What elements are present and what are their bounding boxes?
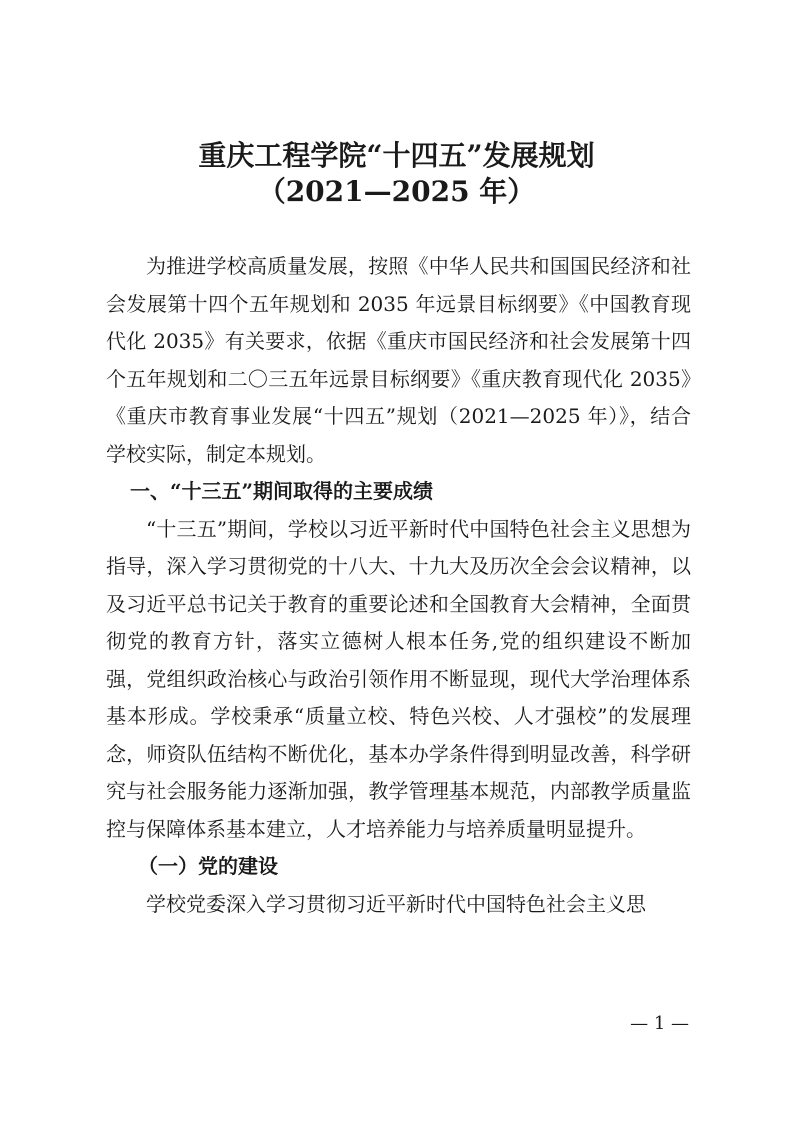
section-paragraph: “十三五”期间，学校以习近平新时代中国特色社会主义思想为指导，深入学习贯彻党的十八大、十九大及历次全会会议精神，以及习近平总书记关于教育的重要论述和全国教育大会精神，全面贯彻党的教育方针，落实立德树人根本任务,党的组织建设不断加强，党组织政治核心与政治引领作用不断显现，现代大学治理体系基本形成。学校秉承“质量立校、特色兴校、人才强校”的发展理念，师资队伍结构不断优化，基本办学条件得到明显改善，科学研究与社会服务能力逐渐加强，教学管理基本规范，内部教学质量监控与保障体系基本建立，人才培养能力与培养质量明显提升。 <box>106 516 691 841</box>
subsection-heading: （一）党的建设 <box>138 854 278 878</box>
document-subtitle: （2021—2025 年） <box>257 175 536 208</box>
document-title: 重庆工程学院“十四五”发展规划 <box>198 139 595 172</box>
intro-paragraph: 为推进学校高质量发展，按照《中华人民共和国国民经济和社会发展第十四个五年规划和 2035 年远景目标纲要》《中国教育现代化 2035》有关要求，依据《重庆市国民经济和社会发展第十四个五年规划和二〇三五年远景目标纲要》《重庆教育现代化 2035》《重庆市教育事业发展“十四五”规划（2021—2025 年）》，结合学校实际，制定本规划。 <box>106 254 691 466</box>
document-body <box>106 248 691 923</box>
section-heading: 一、“十三五”期间取得的主要成绩 <box>130 479 434 503</box>
subsection-paragraph: 学校党委深入学习贯彻习近平新时代中国特色社会主义思 <box>146 891 646 916</box>
page-number: — 1 — <box>630 1013 689 1034</box>
